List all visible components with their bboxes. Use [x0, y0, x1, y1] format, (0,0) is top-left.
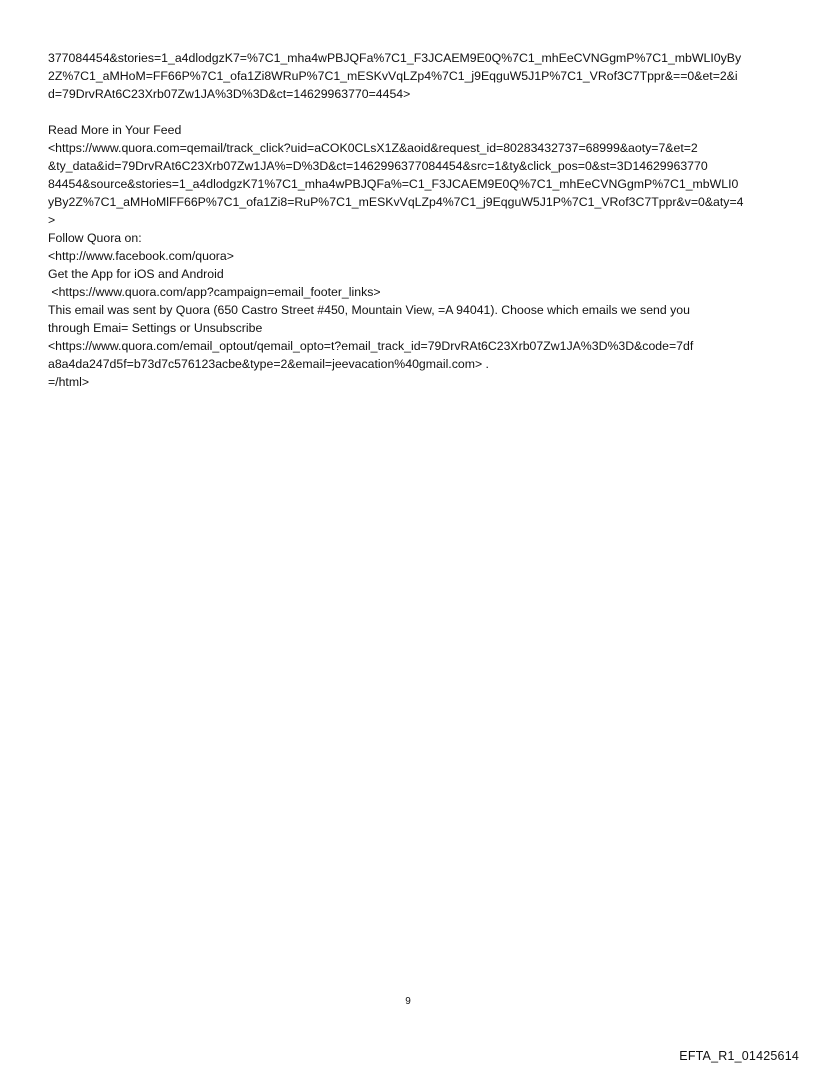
follow-quora-label: Follow Quora on:	[48, 231, 142, 245]
tracking-link-line: >	[48, 213, 56, 227]
blank-line	[48, 103, 778, 121]
read-more-heading: Read More in Your Feed	[48, 123, 182, 137]
tracking-link-line: 84454&source&stories=1_a4dlodgzK71%7C1_mha4wPBJQFa%=C1_F3JCAEM9E0Q%7C1_mhEeCVNGgmP%7C1_mbWLI0	[48, 177, 739, 191]
optout-link-text: <https://www.quora.com/email_optout/qemail_opto=t?email_track_id=79DrvRAt6C23Xrb07Zw1JA%3D%3D&code=7df	[48, 339, 694, 353]
sender-notice: This email was sent by Quora (650 Castro Street #450, Mountain View, =A 94041). Choose which emails we send you	[48, 303, 690, 317]
email-body-text	[48, 49, 778, 391]
body-line: 2Z%7C1_aMHoM=FF66P%7C1_ofa1Zi8WRuP%7C1_mESKvVqLZp4%7C1_j9EqguW5J1P%7C1_VRof3C7Tppr&==0&et=2&i	[48, 69, 738, 83]
html-closing-tag: =/html>	[48, 375, 90, 389]
bates-number: EFTA_R1_01425614	[679, 1049, 799, 1063]
optout-link-text: a8a4da247d5f=b73d7c576123acbe&type=2&email=jeevacation%40gmail.com> .	[48, 357, 489, 371]
tracking-link-line: &ty_data&id=79DrvRAt6C23Xrb07Zw1JA%=D%3D&ct=1462996377084454&src=1&ty&click_pos=0&st=3D14629963770	[48, 159, 708, 173]
facebook-link-text: <http://www.facebook.com/quora>	[48, 249, 234, 263]
page-number: 9	[405, 996, 411, 1007]
tracking-link-line: yBy2Z%7C1_aMHoMlFF66P%7C1_ofa1Zi8=RuP%7C1_mESKvVqLZp4%7C1_j9EqguW5J1P%7C1_VRof3C7Tppr&v=0&aty=4	[48, 195, 744, 209]
app-link-text: <https://www.quora.com/app?campaign=email_footer_links>	[48, 285, 381, 299]
sender-notice: through Emai= Settings or Unsubscribe	[48, 321, 263, 335]
tracking-link-line: <https://www.quora.com=qemail/track_click?uid=aCOK0CLsX1Z&aoid&request_id=80283432737=68999&aoty=7&et=2	[48, 141, 698, 155]
app-promo-label: Get the App for iOS and Android	[48, 267, 224, 281]
body-line: 377084454&stories=1_a4dlodgzK7=%7C1_mha4wPBJQFa%7C1_F3JCAEM9E0Q%7C1_mhEeCVNGgmP%7C1_mbWLI0yBy	[48, 51, 742, 65]
body-line: d=79DrvRAt6C23Xrb07Zw1JA%3D%3D&ct=14629963770=4454>	[48, 87, 411, 101]
